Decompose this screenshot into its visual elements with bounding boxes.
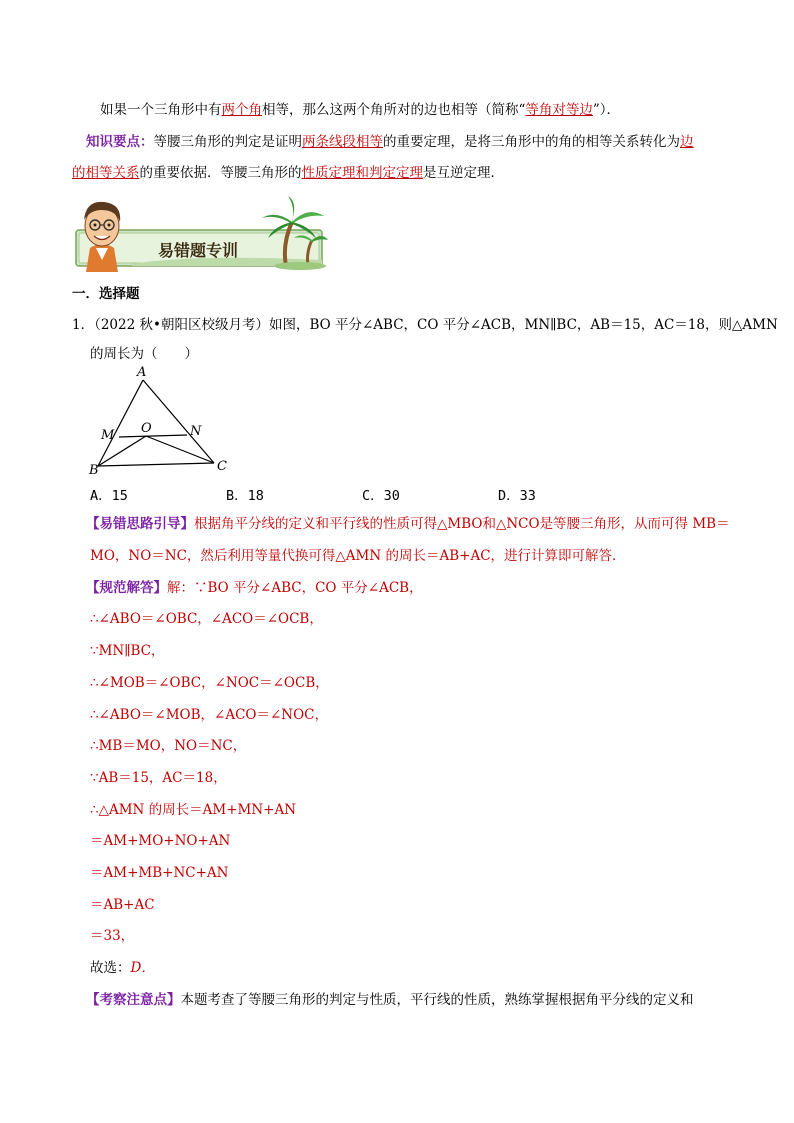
solution-label: 【规范解答】	[86, 580, 167, 596]
question-line-2: 的周长为（ ）	[90, 346, 198, 362]
solution-line-0	[86, 578, 423, 598]
triangle-figure	[86, 366, 236, 478]
solution-line: ∴∠MOB＝∠OBC，∠NOC＝∠OCB，	[90, 675, 329, 691]
option-c[interactable]: C．30	[362, 488, 400, 504]
knowledge-text-3: 的重要依据．等腰三角形的	[139, 165, 302, 181]
knowledge-underline-3: 的相等关系	[72, 165, 140, 181]
solution-line: ∴△AMN 的周长＝AM+MN+AN	[90, 802, 297, 818]
knowledge-underline-4: 性质定理和判定定理	[301, 165, 423, 181]
question-text: （2022 秋•朝阳区校级月考）如图，BO 平分∠ABC，CO 平分∠ACB，MN∥BC，AB＝15，AC＝18，则△AMN	[94, 317, 778, 333]
segment-AB	[98, 380, 143, 466]
label-C: C	[217, 459, 227, 474]
knowledge-line-2	[72, 163, 504, 183]
solution-line: ∴MB＝MO，NO＝NC，	[90, 738, 247, 754]
note-label: 【考察注意点】	[86, 992, 181, 1008]
label-A: A	[137, 366, 147, 380]
solution-line: ＝33，	[90, 928, 135, 944]
label-B: B	[89, 463, 99, 478]
knowledge-underline-2: 边	[680, 134, 694, 150]
solution-line: ∵AB＝15，AC＝18，	[90, 770, 227, 786]
teacher-cartoon-icon	[84, 202, 120, 272]
segment-BC	[98, 463, 214, 466]
knowledge-line-1	[86, 132, 694, 152]
label-N: N	[190, 424, 202, 439]
option-a[interactable]: A．15	[90, 488, 128, 504]
option-d[interactable]: D．33	[498, 488, 536, 504]
note-text: 本题考查了等腰三角形的判定与性质，平行线的性质，熟练掌握根据角平分线的定义和	[180, 992, 694, 1008]
section-heading: 一．选择题	[72, 286, 140, 302]
hint-line-1	[86, 514, 730, 534]
label-M: M	[101, 428, 115, 443]
segment-AC	[143, 380, 214, 463]
solution-line: ∴∠ABO＝∠OBC，∠ACO＝∠OCB，	[90, 611, 323, 627]
segment-MN	[119, 435, 187, 437]
knowledge-text-1: 等腰三角形的判定是证明	[153, 134, 302, 150]
option-b[interactable]: B．18	[226, 488, 264, 504]
knowledge-label: 知识要点：	[86, 134, 154, 150]
knowledge-text-4: 是互逆定理．	[423, 165, 504, 181]
solution-line: ∴∠ABO＝∠MOB，∠ACO＝∠NOC，	[90, 707, 328, 723]
solution-line: ＝AB+AC	[90, 897, 155, 913]
choice-answer: D．	[130, 960, 155, 976]
banner-graphic	[72, 196, 330, 272]
intro-line	[100, 100, 620, 120]
intro-text-2: 相等，那么这两个角所对的边也相等（简称“	[262, 102, 526, 118]
solution-line: ∵MN∥BC，	[90, 643, 165, 659]
section-banner	[72, 196, 330, 272]
note-line	[86, 990, 694, 1010]
hint-label: 【易错思路引导】	[86, 516, 194, 532]
solution-line: ＝AM+MB+NC+AN	[90, 865, 229, 881]
question-line-1	[72, 315, 778, 335]
knowledge-text-2: 的重要定理，是将三角形中的角的相等关系转化为	[383, 134, 680, 150]
intro-text-3: ”）．	[592, 102, 621, 118]
solution-choice-line	[90, 958, 155, 978]
intro-underline-2: 等角对等边	[525, 102, 593, 118]
segment-CO	[146, 436, 214, 463]
hint-line-2: MO，NO＝NC，然后利用等量代换可得△AMN 的周长＝AB+AC，进行计算即可解答．	[90, 548, 626, 564]
question-number: 1．	[72, 317, 95, 333]
solution-line: ＝AM+MO+NO+AN	[90, 833, 231, 849]
knowledge-underline-1: 两条线段相等	[302, 134, 383, 150]
banner-title: 易错题专训	[158, 241, 239, 260]
intro-text-1: 如果一个三角形中有	[100, 102, 222, 118]
intro-underline-1: 两个角	[221, 102, 262, 118]
hint-text-1: 根据角平分线的定义和平行线的性质可得△MBO和△NCO是等腰三角形，从而可得 MB＝	[194, 516, 730, 532]
label-O: O	[141, 421, 152, 436]
choice-prefix: 故选：	[90, 960, 131, 976]
solution-text-0: 解：∵BO 平分∠ABC，CO 平分∠ACB，	[167, 580, 423, 596]
